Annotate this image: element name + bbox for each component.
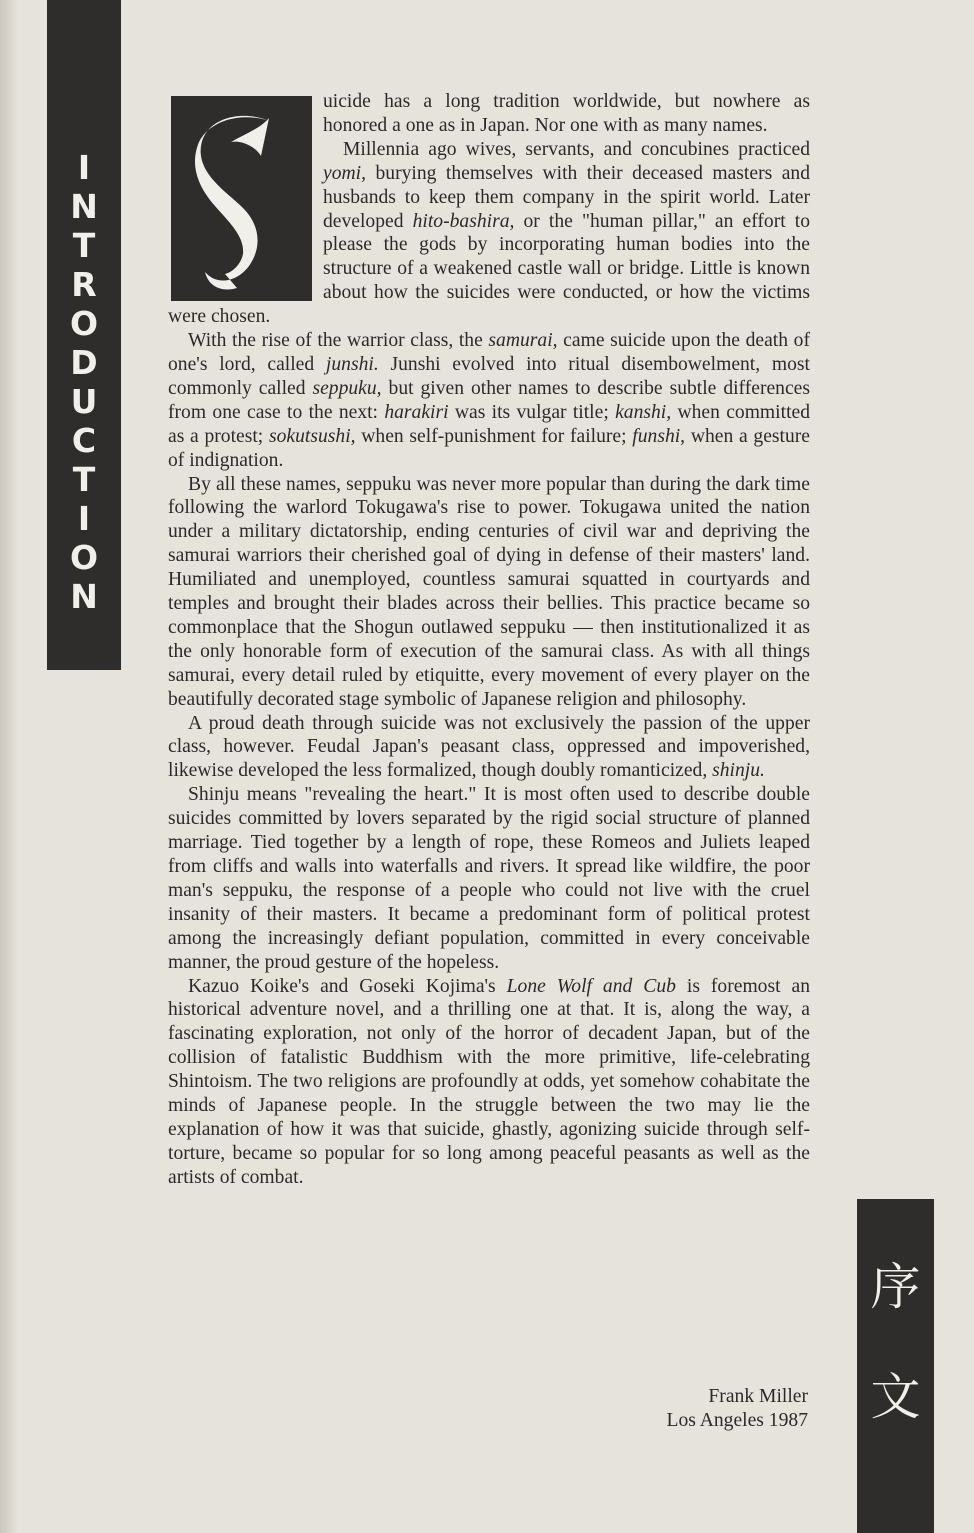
kanji-bun: 文 [870,1368,921,1426]
body-paragraph [168,783,810,974]
italic-term: hito-bashira, [412,210,515,232]
body-paragraph [168,975,810,1190]
italic-term: samurai, [488,330,558,352]
text-run: With the rise of the warrior class, the [188,330,489,352]
italic-term: yomi, [323,162,366,184]
italic-term: kanshi, [615,401,672,423]
text-run: uicide has a long tradition worldwide, but nowhere as honored a one as in Japan. Nor one with as many names. [323,91,810,136]
text-run: when committed as a protest; [168,401,811,447]
side-title-letter: N [70,187,98,226]
text-run: came suicide upon the death of one's lord, called [168,330,810,375]
text-run: but given other names to describe subtle differences from one case to the next: [168,377,810,423]
side-title-letter: T [72,226,96,265]
signature-author: Frank Miller [708,1386,808,1407]
text-run: By all these names, seppuku was never more popular than during the dark time following the warlord Tokugawa's rise to power. Tokugawa united the nation under a military dictatorship, ending centuries of civil war and depriving the samurai warriors their cherished goal of dying in defense of their masters' land. Humiliated and unemployed, countless samurai squatted in courtyards and temples and brought their blades across their bellies. This practice became so commonplace that the Shogun outlawed seppuku — then institutionalized it as the only honorable form of execution of the samurai class. As with all things samurai, every detail ruled by etiquitte, every movement of every player on the beautifully decorated stage symbolic of Japanese religion and philosophy. [168,473,810,710]
signature-place-date: Los Angeles 1987 [666,1410,808,1431]
side-title-letter: I [77,148,91,187]
text-run: or the "human pillar," an effort to please the gods by incorporating human bodies into the structure of a weakened castle wall or bridge. Little is known about how the suicides were conducted, or how the victims were chosen. [168,210,811,328]
drop-cap-spacer [168,90,323,305]
body-paragraph [168,329,810,472]
text-run: Millennia ago wives, servants, and concubines practiced [343,138,810,160]
side-title-letter: R [71,265,97,304]
page-edge-shadow [0,0,18,1533]
text-run: Shinju means "revealing the heart." It is most often used to describe double suicides committed by lovers separated by the rigid social structure of planned marriage. Tied together by a length of rope, these Romeos and Juliets leaped from cliffs and walls into waterfalls and rivers. It spread like wildfire, the poor man's seppuku, the response of a people who could not live with the cruel insanity of their masters. It became a predominant form of political protest among the increasingly defiant population, committed in every conceivable manner, the proud gesture of the hopeless. [168,784,810,973]
italic-term: seppuku, [312,377,382,399]
side-title-letter: T [72,460,96,499]
side-title-letter: O [69,538,99,577]
text-run: A proud death through suicide was not exclusively the passion of the upper class, however. Feudal Japan's peasant class, oppressed and impoverished, likewise developed the less formalized, though doubly romanticized, [168,712,810,782]
italic-term: sokutsushi, [268,425,356,447]
text-run: when self-punishment for failure; [355,425,633,447]
introduction-body-text [168,90,810,1190]
italic-term: junshi. [325,353,379,375]
text-run: Kazuo Koike's and Goseki Kojima's [188,975,507,997]
text-run: Junshi evolved into ritual disembowelment, most commonly called [168,353,810,399]
italic-term: shinju. [712,760,765,782]
text-run: burying themselves with their deceased masters and husbands to keep them company in the spirit world. Later developed [323,162,810,232]
side-title-letter: D [70,343,98,382]
side-title-letter: O [69,304,99,343]
text-run: when a gesture of indignation. [168,425,810,471]
side-title-letter: I [77,499,91,538]
body-paragraph [168,473,810,712]
text-run: is foremost an historical adventure novel, and a thrilling one at that. It is, along the way, a fascinating exploration, not only of the horror of decadent Japan, but of the collision of fatalistic Buddhism with the more primitive, life-celebrating Shintoism. The two religions are profoundly at odds, yet somehow cohabitate the minds of Japanese people. In the struggle between the two may lie the explanation of how it was that suicide, ghastly, agonizing suicide through self-torture, became so popular for so long among peaceful peasants as well as the artists of combat. [168,975,810,1188]
side-title-letter: U [70,382,98,421]
kanji-jo: 序 [870,1258,921,1316]
italic-term: funshi, [632,425,686,447]
text-run: was its vulgar title; [448,401,616,423]
body-paragraph [168,712,810,784]
side-title-tab [47,0,121,670]
side-title-letter: N [70,577,98,616]
italic-term: Lone Wolf and Cub [506,975,676,997]
introduction-vertical-title [47,148,121,616]
signature-block [667,1385,809,1433]
side-title-letter: C [71,421,97,460]
kanji-tab [857,1199,934,1533]
italic-term: harakiri [384,401,449,423]
